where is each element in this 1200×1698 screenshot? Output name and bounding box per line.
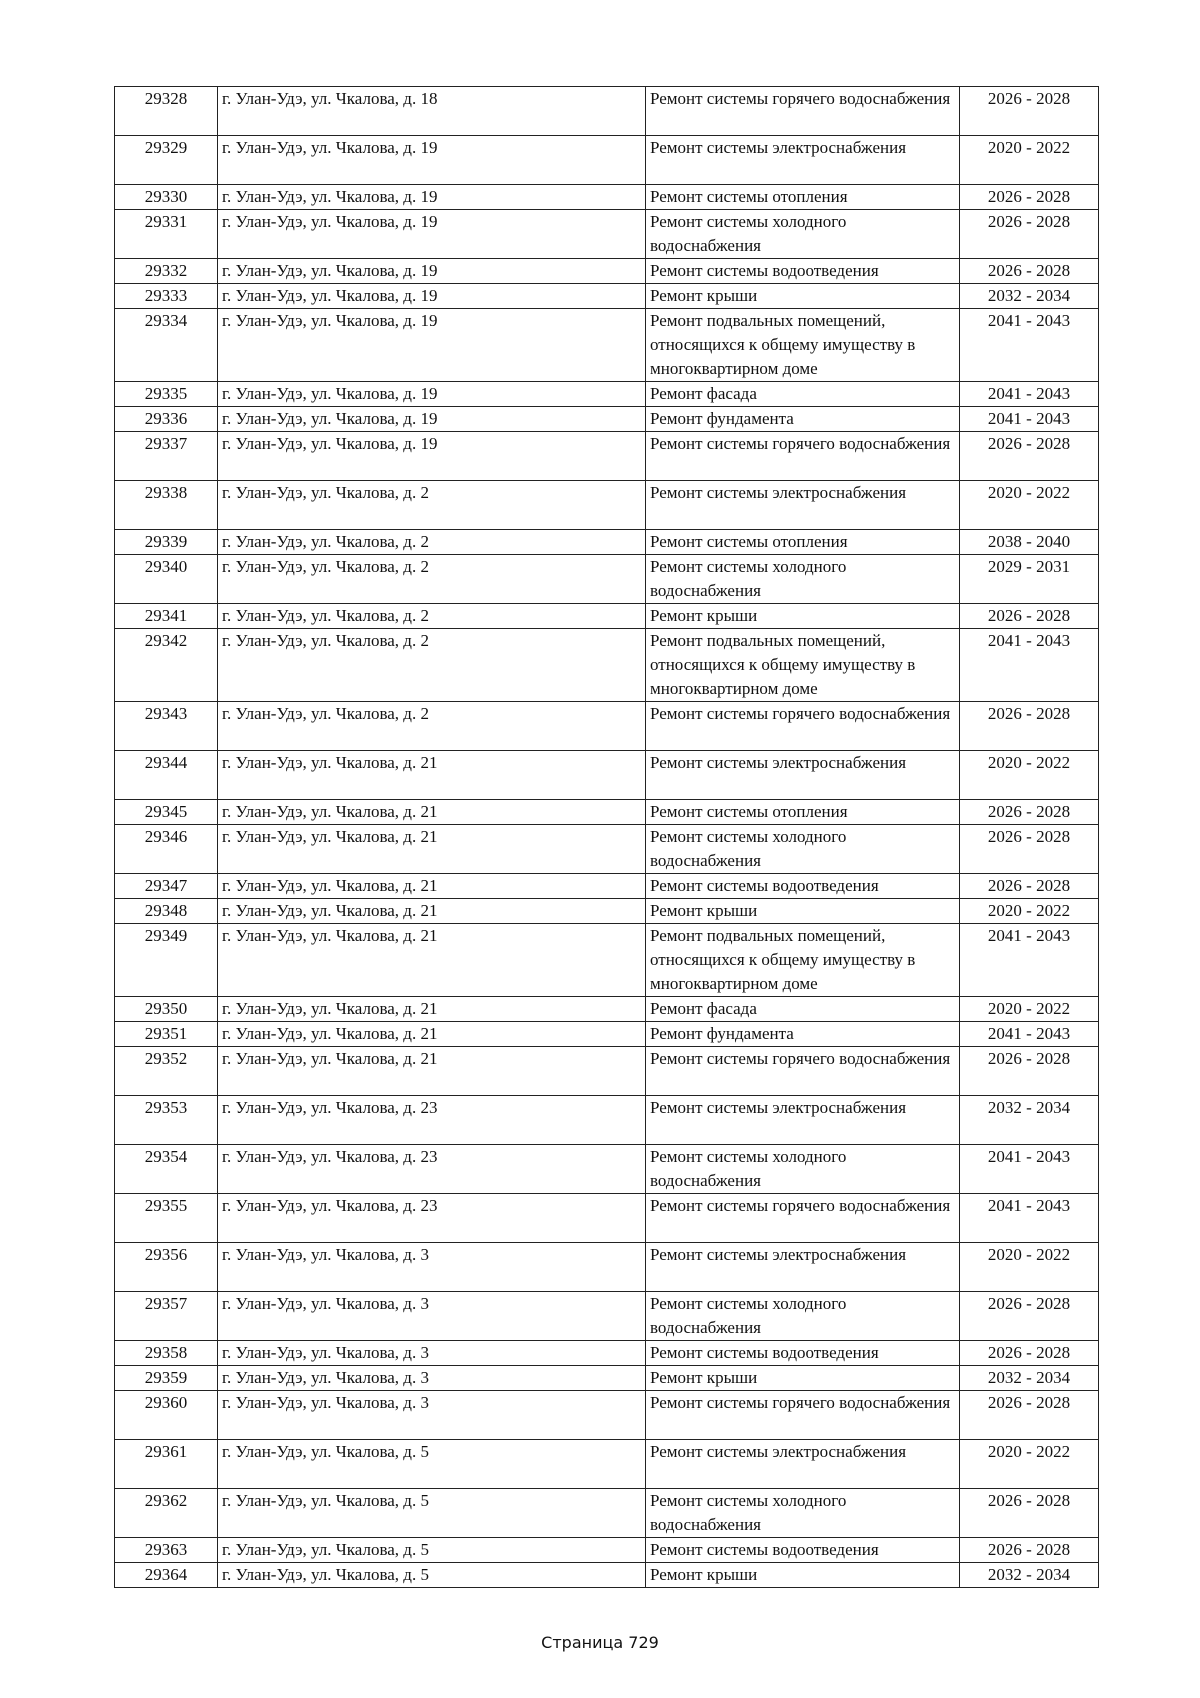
row-address: г. Улан-Удэ, ул. Чкалова, д. 2 <box>218 604 646 629</box>
row-work-type: Ремонт системы отопления <box>646 800 960 825</box>
row-period: 2026 - 2028 <box>960 1047 1099 1096</box>
row-work-type: Ремонт подвальных помещений, относящихся к общему имуществу в многоквартирном доме <box>646 924 960 997</box>
row-period: 2026 - 2028 <box>960 432 1099 481</box>
row-work-type: Ремонт подвальных помещений, относящихся к общему имуществу в многоквартирном доме <box>646 309 960 382</box>
row-id: 29345 <box>115 800 218 825</box>
row-id: 29356 <box>115 1243 218 1292</box>
row-id: 29344 <box>115 751 218 800</box>
row-period: 2020 - 2022 <box>960 1440 1099 1489</box>
row-id: 29331 <box>115 210 218 259</box>
row-period: 2026 - 2028 <box>960 185 1099 210</box>
row-work-type: Ремонт системы холодного водоснабжения <box>646 1292 960 1341</box>
row-id: 29330 <box>115 185 218 210</box>
row-id: 29362 <box>115 1489 218 1538</box>
table-row <box>115 407 1099 432</box>
row-period: 2029 - 2031 <box>960 555 1099 604</box>
table-row <box>115 751 1099 800</box>
row-work-type: Ремонт фасада <box>646 997 960 1022</box>
row-work-type: Ремонт системы электроснабжения <box>646 481 960 530</box>
row-address: г. Улан-Удэ, ул. Чкалова, д. 18 <box>218 87 646 136</box>
table-row <box>115 87 1099 136</box>
repair-schedule-table <box>114 86 1099 1588</box>
row-id: 29364 <box>115 1563 218 1588</box>
row-work-type: Ремонт системы электроснабжения <box>646 1096 960 1145</box>
row-address: г. Улан-Удэ, ул. Чкалова, д. 2 <box>218 555 646 604</box>
row-id: 29349 <box>115 924 218 997</box>
table-row <box>115 1022 1099 1047</box>
row-id: 29355 <box>115 1194 218 1243</box>
row-id: 29329 <box>115 136 218 185</box>
row-id: 29346 <box>115 825 218 874</box>
row-address: г. Улан-Удэ, ул. Чкалова, д. 19 <box>218 432 646 481</box>
row-period: 2020 - 2022 <box>960 136 1099 185</box>
row-id: 29357 <box>115 1292 218 1341</box>
row-address: г. Улан-Удэ, ул. Чкалова, д. 19 <box>218 284 646 309</box>
row-work-type: Ремонт системы электроснабжения <box>646 751 960 800</box>
table-row <box>115 604 1099 629</box>
row-address: г. Улан-Удэ, ул. Чкалова, д. 21 <box>218 997 646 1022</box>
row-period: 2032 - 2034 <box>960 1096 1099 1145</box>
row-period: 2032 - 2034 <box>960 1366 1099 1391</box>
table-row <box>115 1096 1099 1145</box>
table-row <box>115 284 1099 309</box>
table-row <box>115 899 1099 924</box>
row-id: 29339 <box>115 530 218 555</box>
row-period: 2020 - 2022 <box>960 1243 1099 1292</box>
row-address: г. Улан-Удэ, ул. Чкалова, д. 23 <box>218 1096 646 1145</box>
row-address: г. Улан-Удэ, ул. Чкалова, д. 5 <box>218 1563 646 1588</box>
row-id: 29336 <box>115 407 218 432</box>
row-period: 2020 - 2022 <box>960 899 1099 924</box>
row-work-type: Ремонт системы отопления <box>646 530 960 555</box>
row-id: 29334 <box>115 309 218 382</box>
row-period: 2026 - 2028 <box>960 1341 1099 1366</box>
table-row <box>115 530 1099 555</box>
row-work-type: Ремонт системы горячего водоснабжения <box>646 1194 960 1243</box>
table-row <box>115 1243 1099 1292</box>
row-address: г. Улан-Удэ, ул. Чкалова, д. 21 <box>218 1047 646 1096</box>
row-period: 2026 - 2028 <box>960 210 1099 259</box>
table-row <box>115 1563 1099 1588</box>
table-row <box>115 1292 1099 1341</box>
row-id: 29360 <box>115 1391 218 1440</box>
row-work-type: Ремонт фундамента <box>646 407 960 432</box>
table-row <box>115 1538 1099 1563</box>
table-row <box>115 432 1099 481</box>
table-row <box>115 136 1099 185</box>
row-period: 2041 - 2043 <box>960 1022 1099 1047</box>
row-address: г. Улан-Удэ, ул. Чкалова, д. 3 <box>218 1391 646 1440</box>
row-address: г. Улан-Удэ, ул. Чкалова, д. 21 <box>218 899 646 924</box>
table-row <box>115 185 1099 210</box>
row-address: г. Улан-Удэ, ул. Чкалова, д. 19 <box>218 382 646 407</box>
row-id: 29358 <box>115 1341 218 1366</box>
row-work-type: Ремонт крыши <box>646 1563 960 1588</box>
row-address: г. Улан-Удэ, ул. Чкалова, д. 19 <box>218 210 646 259</box>
row-address: г. Улан-Удэ, ул. Чкалова, д. 5 <box>218 1440 646 1489</box>
row-address: г. Улан-Удэ, ул. Чкалова, д. 21 <box>218 825 646 874</box>
table-row <box>115 702 1099 751</box>
row-id: 29353 <box>115 1096 218 1145</box>
row-address: г. Улан-Удэ, ул. Чкалова, д. 23 <box>218 1145 646 1194</box>
row-work-type: Ремонт системы холодного водоснабжения <box>646 825 960 874</box>
row-period: 2026 - 2028 <box>960 1292 1099 1341</box>
row-period: 2032 - 2034 <box>960 284 1099 309</box>
row-work-type: Ремонт системы горячего водоснабжения <box>646 702 960 751</box>
table-row <box>115 1194 1099 1243</box>
row-work-type: Ремонт системы водоотведения <box>646 874 960 899</box>
row-work-type: Ремонт крыши <box>646 899 960 924</box>
row-address: г. Улан-Удэ, ул. Чкалова, д. 2 <box>218 629 646 702</box>
table-row <box>115 1145 1099 1194</box>
row-period: 2041 - 2043 <box>960 1145 1099 1194</box>
row-id: 29351 <box>115 1022 218 1047</box>
row-address: г. Улан-Удэ, ул. Чкалова, д. 19 <box>218 259 646 284</box>
table-row <box>115 924 1099 997</box>
row-address: г. Улан-Удэ, ул. Чкалова, д. 19 <box>218 407 646 432</box>
table-row <box>115 997 1099 1022</box>
row-period: 2026 - 2028 <box>960 259 1099 284</box>
row-id: 29363 <box>115 1538 218 1563</box>
row-id: 29354 <box>115 1145 218 1194</box>
row-address: г. Улан-Удэ, ул. Чкалова, д. 2 <box>218 702 646 751</box>
row-address: г. Улан-Удэ, ул. Чкалова, д. 21 <box>218 751 646 800</box>
row-address: г. Улан-Удэ, ул. Чкалова, д. 19 <box>218 309 646 382</box>
row-address: г. Улан-Удэ, ул. Чкалова, д. 3 <box>218 1292 646 1341</box>
row-period: 2041 - 2043 <box>960 629 1099 702</box>
row-id: 29343 <box>115 702 218 751</box>
row-work-type: Ремонт крыши <box>646 284 960 309</box>
row-id: 29340 <box>115 555 218 604</box>
row-work-type: Ремонт подвальных помещений, относящихся к общему имуществу в многоквартирном доме <box>646 629 960 702</box>
row-id: 29332 <box>115 259 218 284</box>
row-period: 2032 - 2034 <box>960 1563 1099 1588</box>
row-address: г. Улан-Удэ, ул. Чкалова, д. 3 <box>218 1366 646 1391</box>
row-work-type: Ремонт системы горячего водоснабжения <box>646 1047 960 1096</box>
row-id: 29361 <box>115 1440 218 1489</box>
table-row <box>115 1440 1099 1489</box>
row-period: 2026 - 2028 <box>960 1391 1099 1440</box>
row-period: 2026 - 2028 <box>960 1538 1099 1563</box>
row-id: 29352 <box>115 1047 218 1096</box>
row-id: 29337 <box>115 432 218 481</box>
table-row <box>115 629 1099 702</box>
row-work-type: Ремонт системы электроснабжения <box>646 136 960 185</box>
table-row <box>115 309 1099 382</box>
row-period: 2020 - 2022 <box>960 997 1099 1022</box>
row-work-type: Ремонт фундамента <box>646 1022 960 1047</box>
row-address: г. Улан-Удэ, ул. Чкалова, д. 5 <box>218 1538 646 1563</box>
row-id: 29347 <box>115 874 218 899</box>
row-period: 2026 - 2028 <box>960 1489 1099 1538</box>
row-period: 2026 - 2028 <box>960 874 1099 899</box>
table-row <box>115 555 1099 604</box>
table-row <box>115 800 1099 825</box>
row-id: 29350 <box>115 997 218 1022</box>
table-row <box>115 481 1099 530</box>
row-period: 2041 - 2043 <box>960 309 1099 382</box>
row-work-type: Ремонт системы горячего водоснабжения <box>646 432 960 481</box>
row-work-type: Ремонт системы горячего водоснабжения <box>646 87 960 136</box>
row-id: 29333 <box>115 284 218 309</box>
table-row <box>115 259 1099 284</box>
row-period: 2026 - 2028 <box>960 87 1099 136</box>
row-address: г. Улан-Удэ, ул. Чкалова, д. 3 <box>218 1341 646 1366</box>
row-work-type: Ремонт системы холодного водоснабжения <box>646 210 960 259</box>
row-address: г. Улан-Удэ, ул. Чкалова, д. 19 <box>218 136 646 185</box>
row-address: г. Улан-Удэ, ул. Чкалова, д. 21 <box>218 800 646 825</box>
row-id: 29328 <box>115 87 218 136</box>
row-address: г. Улан-Удэ, ул. Чкалова, д. 21 <box>218 1022 646 1047</box>
row-work-type: Ремонт системы горячего водоснабжения <box>646 1391 960 1440</box>
row-work-type: Ремонт системы электроснабжения <box>646 1440 960 1489</box>
table-row <box>115 382 1099 407</box>
row-work-type: Ремонт системы холодного водоснабжения <box>646 555 960 604</box>
row-id: 29338 <box>115 481 218 530</box>
row-work-type: Ремонт системы водоотведения <box>646 259 960 284</box>
row-work-type: Ремонт системы холодного водоснабжения <box>646 1489 960 1538</box>
row-work-type: Ремонт крыши <box>646 1366 960 1391</box>
table-row <box>115 825 1099 874</box>
row-period: 2026 - 2028 <box>960 825 1099 874</box>
row-id: 29342 <box>115 629 218 702</box>
row-period: 2041 - 2043 <box>960 1194 1099 1243</box>
row-period: 2026 - 2028 <box>960 702 1099 751</box>
row-address: г. Улан-Удэ, ул. Чкалова, д. 3 <box>218 1243 646 1292</box>
page-number: Страница 729 <box>541 1633 659 1652</box>
table-row <box>115 1366 1099 1391</box>
row-work-type: Ремонт системы водоотведения <box>646 1538 960 1563</box>
row-id: 29335 <box>115 382 218 407</box>
row-period: 2041 - 2043 <box>960 382 1099 407</box>
row-id: 29341 <box>115 604 218 629</box>
table-row <box>115 1341 1099 1366</box>
table-row <box>115 1391 1099 1440</box>
table-row <box>115 1047 1099 1096</box>
row-period: 2026 - 2028 <box>960 800 1099 825</box>
table-row <box>115 210 1099 259</box>
row-address: г. Улан-Удэ, ул. Чкалова, д. 5 <box>218 1489 646 1538</box>
row-work-type: Ремонт системы отопления <box>646 185 960 210</box>
row-id: 29348 <box>115 899 218 924</box>
row-address: г. Улан-Удэ, ул. Чкалова, д. 2 <box>218 481 646 530</box>
table-row <box>115 1489 1099 1538</box>
table-body <box>115 87 1099 1588</box>
row-work-type: Ремонт системы электроснабжения <box>646 1243 960 1292</box>
row-id: 29359 <box>115 1366 218 1391</box>
row-period: 2026 - 2028 <box>960 604 1099 629</box>
row-work-type: Ремонт системы холодного водоснабжения <box>646 1145 960 1194</box>
row-work-type: Ремонт системы водоотведения <box>646 1341 960 1366</box>
row-period: 2038 - 2040 <box>960 530 1099 555</box>
row-period: 2020 - 2022 <box>960 481 1099 530</box>
row-address: г. Улан-Удэ, ул. Чкалова, д. 2 <box>218 530 646 555</box>
row-address: г. Улан-Удэ, ул. Чкалова, д. 21 <box>218 924 646 997</box>
row-address: г. Улан-Удэ, ул. Чкалова, д. 21 <box>218 874 646 899</box>
row-period: 2020 - 2022 <box>960 751 1099 800</box>
row-work-type: Ремонт фасада <box>646 382 960 407</box>
row-work-type: Ремонт крыши <box>646 604 960 629</box>
row-address: г. Улан-Удэ, ул. Чкалова, д. 19 <box>218 185 646 210</box>
row-period: 2041 - 2043 <box>960 407 1099 432</box>
row-address: г. Улан-Удэ, ул. Чкалова, д. 23 <box>218 1194 646 1243</box>
row-period: 2041 - 2043 <box>960 924 1099 997</box>
table-row <box>115 874 1099 899</box>
